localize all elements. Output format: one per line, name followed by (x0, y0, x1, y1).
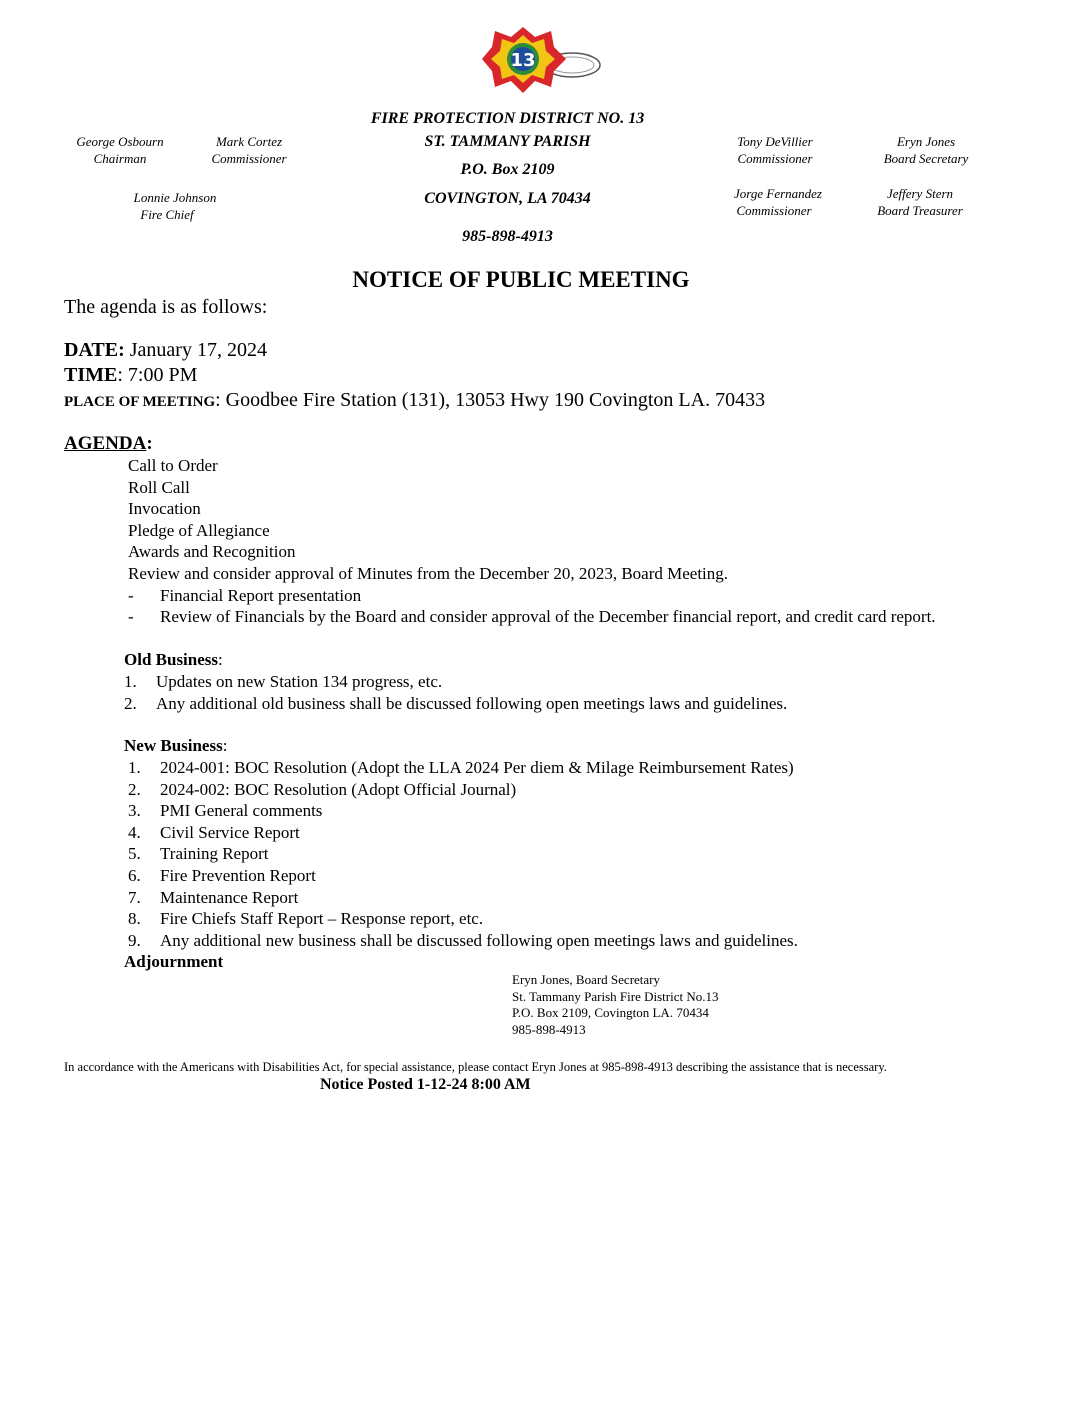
parish-name: ST. TAMMANY PARISH (424, 133, 591, 150)
member-name: Eryn Jones (896, 134, 956, 149)
member-title: Fire Chief (140, 207, 194, 222)
date-value: January 17, 2024 (124, 339, 267, 361)
member-jorge-fernandez (718, 185, 838, 219)
signature-line: St. Tammany Parish Fire District No.13 (512, 988, 719, 1004)
sub-list-item: - Review of Financials by the Board and consider approval of the December financial report, and credit card report. (128, 607, 936, 627)
member-name: Lonnie Johnson (133, 190, 217, 205)
list-item: 5. Training Report (128, 844, 269, 864)
list-item: Awards and Recognition (128, 542, 296, 562)
list-item: 9. Any additional new business shall be discussed following open meetings laws and guidelines. (128, 930, 798, 950)
member-name: Jeffery Stern (886, 186, 954, 201)
list-item: Roll Call (128, 477, 190, 497)
new-business-list (128, 757, 798, 951)
member-mark-cortez (190, 133, 308, 167)
new-business-heading: New Business: (124, 736, 228, 755)
member-title: Board Treasurer (877, 203, 963, 218)
old-business-list (124, 671, 787, 714)
member-jeffery-stern (860, 185, 980, 219)
member-title: Commissioner (736, 203, 812, 218)
city-address: COVINGTON, LA 70434 (424, 190, 591, 207)
member-name: George Osbourn (76, 134, 164, 149)
list-item: 3. PMI General comments (128, 801, 323, 821)
list-item: Call to Order (128, 456, 218, 475)
po-box: P.O. Box 2109 (460, 161, 555, 178)
ada-notice: In accordance with the Americans with Disabilities Act, for special assistance, please contact Eryn Jones at 985-898-4913 describing the assistance that is necessary. (64, 1060, 887, 1074)
notice-posted: Notice Posted 1-12-24 8:00 AM (320, 1076, 531, 1093)
member-title: Chairman (93, 151, 147, 166)
member-george-osbourn (60, 133, 180, 167)
district-name: FIRE PROTECTION DISTRICT NO. 13 (370, 110, 645, 127)
list-item: 1. 2024-001: BOC Resolution (Adopt the LLA 2024 Per diem & Milage Reimbursement Rates) (128, 758, 794, 777)
member-name: Mark Cortez (215, 134, 283, 149)
member-eryn-jones (866, 133, 986, 167)
sub-list-item: - Financial Report presentation (128, 585, 362, 605)
meeting-place (64, 389, 765, 412)
list-item: Review and consider approval of Minutes from the December 20, 2023, Board Meeting. (128, 563, 729, 583)
meeting-time (64, 364, 197, 387)
list-item: Invocation (128, 499, 201, 519)
place-value: : Goodbee Fire Station (131), 13053 Hwy 190 Covington LA. 70433 (215, 389, 766, 411)
list-item: 4. Civil Service Report (128, 822, 300, 842)
agenda-intro: The agenda is as follows: (64, 296, 268, 318)
time-value: : 7:00 PM (117, 364, 198, 386)
fire-district-logo (480, 25, 606, 105)
list-item: 6. Fire Prevention Report (128, 865, 316, 885)
old-business-heading: Old Business: (124, 650, 223, 669)
adjournment: Adjournment (124, 952, 224, 971)
member-name: Tony DeVillier (737, 134, 813, 149)
member-tony-devillier (720, 133, 830, 167)
district-phone: 985-898-4913 (462, 228, 553, 245)
member-title: Board Secretary (883, 151, 969, 166)
member-lonnie-johnson (115, 189, 235, 223)
page-title: NOTICE OF PUBLIC MEETING (352, 267, 690, 292)
date-label: DATE: (64, 339, 125, 361)
list-item: 1. Updates on new Station 134 progress, etc. (124, 672, 443, 691)
meeting-date (64, 339, 267, 362)
list-item: Pledge of Allegiance (128, 520, 270, 540)
place-label: PLACE OF MEETING (64, 394, 216, 410)
logo-text: 13 (510, 50, 536, 71)
signature-block (512, 972, 718, 1038)
time-label: TIME (64, 364, 118, 386)
agenda-heading: AGENDA: (64, 433, 153, 454)
list-item: 2. Any additional old business shall be discussed following open meetings laws and guidelines. (124, 693, 788, 713)
signature-line: 985-898-4913 (512, 1021, 586, 1037)
member-name: Jorge Fernandez (734, 186, 822, 201)
member-title: Commissioner (211, 151, 287, 166)
signature-line: Eryn Jones, Board Secretary (512, 972, 661, 987)
agenda-list (128, 455, 936, 628)
signature-line: P.O. Box 2109, Covington LA. 70434 (512, 1005, 709, 1020)
list-item: 2. 2024-002: BOC Resolution (Adopt Official Journal) (128, 779, 517, 799)
member-title: Commissioner (737, 151, 813, 166)
list-item: 8. Fire Chiefs Staff Report – Response report, etc. (128, 909, 484, 929)
list-item: 7. Maintenance Report (128, 887, 299, 907)
